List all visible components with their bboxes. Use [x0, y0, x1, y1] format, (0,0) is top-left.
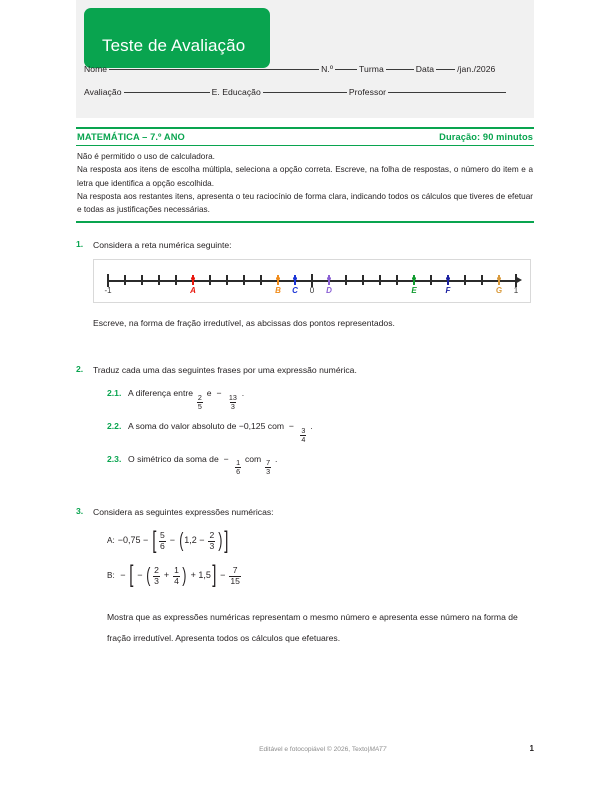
- question-2-2-body: [128, 421, 534, 443]
- page-footer: [76, 744, 534, 753]
- data-field-rule[interactable]: [436, 68, 455, 70]
- q2-2-fraction: [300, 427, 306, 443]
- question-2-body: [93, 364, 534, 475]
- expression-a: [107, 526, 534, 554]
- expression-b-paren-close: ): [182, 564, 187, 587]
- expression-a-paren-close: ): [218, 529, 223, 552]
- number-line-label-F: F: [445, 286, 451, 296]
- number-line-tick: [430, 275, 431, 285]
- q2-1-fraction-2: [228, 394, 238, 410]
- question-2-1: [107, 388, 534, 410]
- q2-2-sign: −: [288, 420, 294, 431]
- number-line-label-G: G: [495, 286, 503, 296]
- number-line-label-B: B: [275, 286, 281, 296]
- expression-a-tag: A:: [107, 535, 115, 545]
- expression-b-op1: −: [120, 570, 126, 581]
- number-line-label-C: C: [292, 286, 298, 296]
- number-line-label-1: 1: [513, 286, 519, 296]
- turma-field-rule[interactable]: [386, 68, 414, 70]
- number-line-figure: [93, 259, 531, 303]
- q2-3-text-before: O simétrico da soma de: [128, 453, 219, 464]
- expression-b-bracket-open: [: [129, 561, 134, 589]
- q2-3-fraction-2: [265, 459, 271, 475]
- turma-label: Turma: [359, 64, 384, 74]
- q2-3-fraction-1: [235, 459, 241, 475]
- question-2-2: [107, 421, 534, 443]
- expression-a-bracket-open: [: [152, 526, 157, 554]
- avaliacao-label: Avaliação: [84, 87, 122, 97]
- nome-field-rule[interactable]: [109, 68, 319, 70]
- number-line-point-dot-B: [276, 277, 279, 280]
- number-line-tick: [311, 274, 313, 287]
- number-line-tick: [362, 275, 363, 285]
- footer-page-number: 1: [529, 744, 534, 753]
- footer-credit-plain: Editável e fotocopiável © 2026, Texto: [259, 746, 368, 753]
- subject-name: MATEMÁTICA – 7.º ANO: [77, 132, 185, 142]
- number-line-tick: [107, 274, 109, 287]
- instruction-line-2: Na resposta aos itens de escolha múltipla, seleciona a opção correta. Escreve, na folha de respostas, o número do item e a letra que identifica a opção escolhida.: [77, 165, 533, 188]
- expression-a-op3: −: [199, 535, 205, 546]
- q2-3-frac2-numerator: 7: [266, 458, 271, 468]
- expression-a-inner-decimal: 1,2: [184, 535, 197, 546]
- question-2-1-number: 2.1.: [107, 388, 122, 399]
- q2-3-text-middle: com: [244, 453, 262, 464]
- id-row-primary: [84, 64, 528, 74]
- q2-1-frac2-denominator: 3: [230, 401, 235, 411]
- q2-3-text-after: .: [274, 453, 278, 464]
- expression-b-bracket-close: ]: [212, 561, 217, 589]
- test-duration: Duração: 90 minutos: [439, 132, 533, 142]
- question-2-2-number: 2.2.: [107, 420, 122, 431]
- professor-field-rule[interactable]: [388, 91, 506, 93]
- number-line-point-dot-A: [191, 277, 194, 280]
- q2-3-frac1-numerator: 1: [236, 458, 241, 468]
- expression-b-frac1-denominator: 3: [154, 575, 159, 586]
- number-line-tick: [209, 275, 210, 285]
- expression-a-op1: −: [143, 535, 149, 546]
- number-line-tick: [175, 275, 176, 285]
- q2-2-decimal: −0,125: [238, 420, 266, 431]
- q2-1-sign: −: [216, 388, 222, 399]
- encarregado-educacao-label: E. Educação: [211, 87, 261, 97]
- expression-b-frac3-denominator: 15: [230, 575, 240, 586]
- number-line-tick: [396, 275, 397, 285]
- q2-1-text-after: .: [241, 388, 245, 399]
- question-2-stem: Traduz cada uma das seguintes frases por uma expressão numérica.: [93, 365, 357, 376]
- expression-a-frac2-numerator: 2: [209, 530, 215, 541]
- nome-label: Nome: [84, 64, 108, 74]
- expression-b-op2: −: [137, 570, 143, 581]
- question-2-3-body: [128, 454, 534, 476]
- q2-2-frac-denominator: 4: [301, 434, 306, 444]
- number-line-tick: [481, 275, 482, 285]
- encarregado-educacao-field-rule[interactable]: [263, 91, 347, 93]
- number-line-tick: [345, 275, 346, 285]
- expression-b-tag: B:: [107, 570, 115, 580]
- expression-b-frac3-numerator: 7: [232, 565, 238, 576]
- expression-a-frac1-numerator: 5: [159, 530, 165, 541]
- expression-b-frac1-numerator: 2: [154, 565, 159, 576]
- q2-3-frac1-denominator: 6: [236, 467, 241, 477]
- document-content: [76, 0, 534, 648]
- footer-credit: [76, 746, 530, 753]
- question-2-1-body: [128, 388, 534, 410]
- q2-1-text-middle: e: [206, 388, 212, 399]
- number-line-tick: [379, 275, 380, 285]
- q2-2-frac-numerator: 3: [301, 425, 306, 435]
- number-line-tick: [158, 275, 159, 285]
- question-1-number: 1.: [76, 239, 84, 250]
- expression-a-op2: −: [169, 535, 176, 546]
- q2-2-text-middle: com: [267, 420, 285, 431]
- question-1-stem: Considera a reta numérica seguinte:: [93, 240, 232, 251]
- question-1-followup: Escreve, na forma de fração irredutível, as abcissas dos pontos representados.: [93, 318, 395, 329]
- number-line-tick: [243, 275, 244, 285]
- number-line-tick: [464, 275, 465, 285]
- q2-1-fraction-1: [197, 394, 203, 410]
- footer-separator: |: [367, 746, 370, 753]
- number-line-tick: [260, 275, 261, 285]
- expression-b: [107, 561, 534, 589]
- instruction-line-1: Não é permitido o uso de calculadora.: [77, 152, 215, 161]
- q2-3-sign: −: [223, 453, 229, 464]
- number-line-tick: [226, 275, 227, 285]
- q2-1-frac1-denominator: 5: [197, 401, 202, 411]
- document-header: [76, 0, 534, 118]
- expression-a-frac2-denominator: 3: [209, 540, 215, 551]
- q2-3-frac2-denominator: 3: [266, 467, 271, 477]
- data-label: Data: [415, 64, 435, 74]
- expression-a-fraction-2: [208, 531, 215, 550]
- number-line-label-0: 0: [309, 286, 315, 296]
- instructions-block: [76, 146, 534, 223]
- expression-a-fraction-1: [159, 531, 166, 550]
- expression-a-frac1-denominator: 6: [159, 540, 165, 551]
- question-3-followup: Mostra que as expressões numéricas representam o mesmo número e apresenta esse número na forma de fração irredutível. Apresenta todos os cálculos que efetuares.: [107, 612, 518, 643]
- number-line-tick: [124, 275, 125, 285]
- number-line-point-dot-F: [446, 277, 449, 280]
- avaliacao-field-rule[interactable]: [124, 91, 210, 93]
- expression-b-op4: +: [190, 570, 196, 581]
- question-1: [76, 239, 534, 330]
- expression-a-decimal: −0,75: [117, 535, 141, 546]
- footer-credit-italic: MAT7: [369, 746, 387, 753]
- question-2-number: 2.: [76, 364, 84, 375]
- expression-b-fraction-2: [173, 566, 180, 585]
- expression-b-paren-open: (: [146, 564, 151, 587]
- expression-b-op3: +: [163, 570, 170, 581]
- question-3-body: [93, 506, 534, 648]
- number-line-label-A: A: [190, 286, 196, 296]
- number-line-label-E: E: [411, 286, 417, 296]
- id-row-secondary: [84, 87, 528, 97]
- q2-2-text-after: .: [310, 420, 313, 431]
- data-suffix: /jan./2026: [457, 64, 496, 74]
- number-line-point-dot-E: [412, 277, 415, 280]
- identification-fields: [84, 64, 528, 110]
- question-2: [76, 364, 534, 475]
- question-2-3: [107, 454, 534, 476]
- numero-label: N.º: [321, 64, 334, 74]
- q2-1-text-before: A diferença entre: [128, 388, 193, 399]
- professor-label: Professor: [348, 87, 387, 97]
- number-line-point-dot-C: [293, 277, 296, 280]
- number-line-tick: [515, 274, 517, 287]
- expression-b-frac2-denominator: 4: [174, 575, 179, 586]
- expression-b-op5: −: [220, 570, 226, 581]
- expression-b-fraction-3: [229, 566, 241, 585]
- expression-b-frac2-numerator: 1: [174, 565, 179, 576]
- numero-field-rule[interactable]: [335, 68, 357, 70]
- question-3-stem: Considera as seguintes expressões numéricas:: [93, 506, 274, 517]
- question-2-3-number: 2.3.: [107, 453, 122, 464]
- instruction-line-3: Na resposta aos restantes itens, apresenta o teu raciocínio de forma clara, indicando todos os cálculos que tiveres de efetuar e todas as justificações necessárias.: [77, 191, 533, 215]
- question-1-body: [93, 239, 534, 330]
- q2-1-frac1-numerator: 2: [197, 392, 202, 402]
- q2-2-text-before: A soma do valor absoluto de: [128, 420, 237, 431]
- expression-b-fraction-1: [153, 566, 160, 585]
- q2-1-frac2-numerator: 13: [228, 392, 237, 402]
- test-title-badge: [84, 8, 270, 68]
- number-line-point-dot-G: [497, 277, 500, 280]
- question-3-number: 3.: [76, 505, 84, 516]
- number-line-label--1: -1: [104, 286, 112, 296]
- expression-b-decimal: 1,5: [198, 570, 211, 581]
- test-title-text: Teste de Avaliação: [102, 36, 246, 56]
- expression-a-bracket-close: ]: [224, 526, 229, 554]
- number-line-point-dot-D: [327, 277, 330, 280]
- subject-bar: [76, 127, 534, 146]
- number-line-tick: [141, 275, 142, 285]
- question-3: [76, 506, 534, 648]
- expression-a-paren-open: (: [178, 529, 183, 552]
- number-line-label-D: D: [326, 286, 332, 296]
